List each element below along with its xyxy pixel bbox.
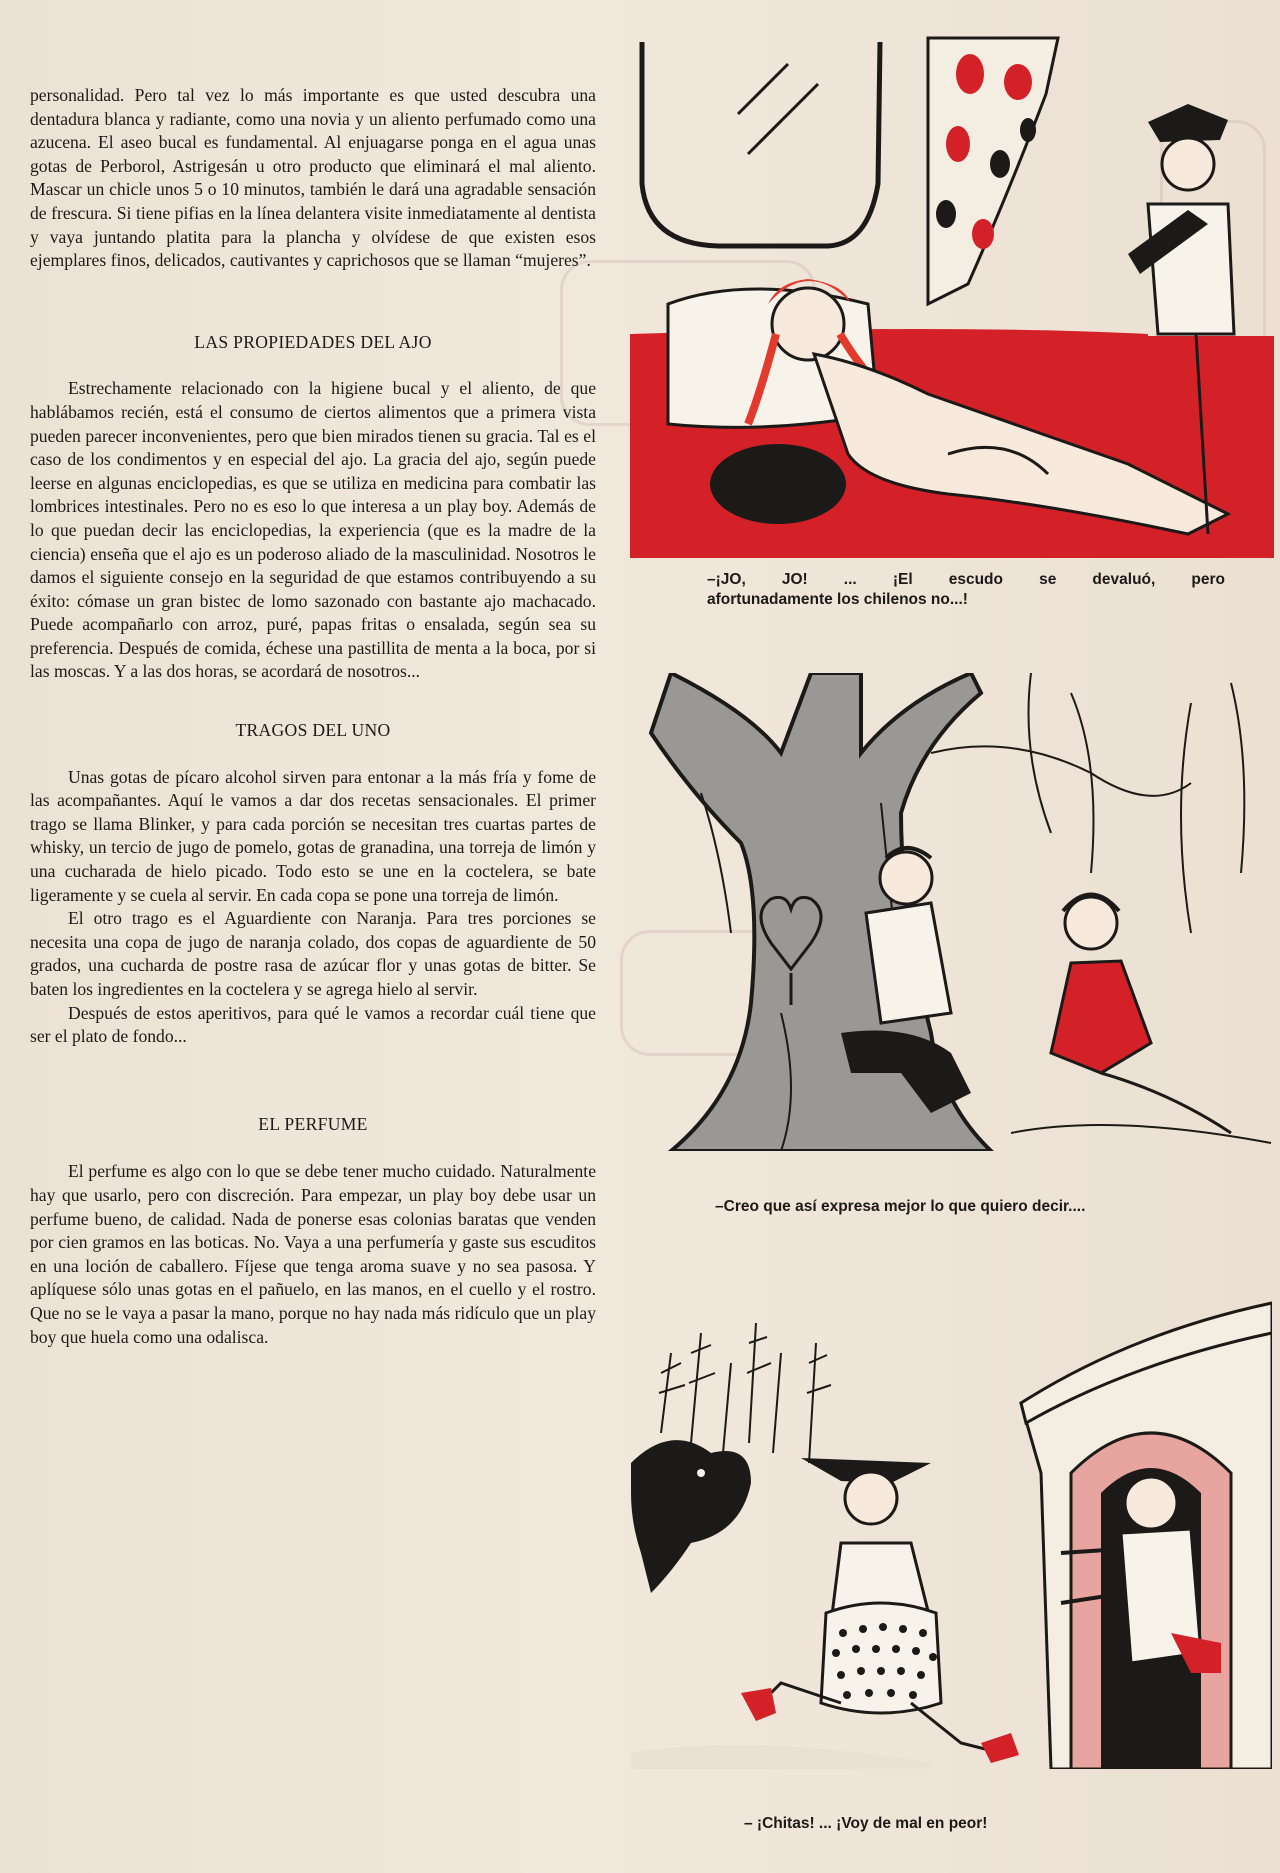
bare-trees — [1029, 673, 1245, 933]
woman-head — [772, 288, 844, 360]
woman-dress — [1051, 961, 1151, 1073]
red-shoe — [981, 1733, 1019, 1763]
chef-hat — [1148, 104, 1228, 142]
man-head — [1162, 138, 1214, 190]
section-heading-ajo: LAS PROPIEDADES DEL AJO — [194, 331, 432, 352]
article-column — [30, 84, 596, 1349]
cartoon-tree-illustration — [631, 673, 1272, 1151]
black-bag — [710, 444, 846, 524]
intro-paragraph: personalidad. Pero tal vez lo más importante es que usted descubra una dentadura blanca y radiante, como una novia y un aliento perfumado como una azucena. El aseo bucal es fundamental. Al enjuagarse ponga en el agua unas gotas de Perborol, Astrigesán u otro producto que eliminará el mal aliento. Mascar un chicle unos 5 o 10 minutos, también le dará una agradable sensación de frescura. Si tiene pifias en la línea delantera visite inmediatamente al dentista y vaya juntando platita para la plancha y olvídese de que existen esos ejemplares finos, delicados, cautivantes y caprichosos que se llaman “mujeres”. — [30, 85, 596, 271]
man-shirt — [866, 903, 951, 1023]
cartoon-wolf-house-illustration — [631, 1293, 1272, 1769]
man-head — [880, 852, 932, 904]
perfume-paragraph: El perfume es algo con lo que se debe tener mucho cuidado. Naturalmente hay que usarlo, pero con discreción. Para empezar, un play boy debe usar un perfume bueno, de calidad. Nada de ponerse esas colonias baratas que venden por cien gramos en las boticas. No. Vaya a una perfumería y gaste sus escuditos en una loción de caballero. Fíjese que tenga aroma suave y no sea pasosa. Y aplíquese sólo unas gotas en el pañuelo, en las manos, en el cuello y el rostro. Que no se le vaya a pasar la mano, porque no hay nada más ridículo que un play boy que huela como una odalisca. — [30, 1161, 596, 1347]
ajo-paragraph: Estrechamente relacionado con la higiene bucal y el aliento, de que hablábamos recién, está el consumo de ciertos alimentos que a primera vista pueden parecer inconvenientes, pero que bien mirados tienen su gracia. Tal es el caso de los condimentos y en especial del ajo. La gracia del ajo, según puede leerse en algunas enciclopedias, es que se utiliza en medicina para combatir las lombrices intestinales. Pero no es eso lo que interesa a un play boy. Además de lo que puedan decir las enciclopedias, la experiencia (que es la madre de la ciencia) enseña que el ajo es un poderoso aliado de la masculinidad. Nosotros le damos el siguiente consejo en la seguridad de que estamos contribuyendo a su éxito: cómase un gran bistec de lomo sazonado con bastante ajo machacado. Puede acompañarlo con arroz, puré, papas fritas o ensalada, según sea su preferencia. Después de comida, échese una pastillita de menta a la boca, por si las moscas. Y a las dos horas, se acordará de nosotros... — [30, 378, 596, 682]
cartoon-bedroom-illustration — [628, 34, 1274, 558]
cartoon-tree — [631, 673, 1272, 1151]
tragos-paragraph: Unas gotas de pícaro alcohol sirven para entonar a la más fría y fome de las acompañantes. Aquí le vamos a dar dos recetas sensacionales. El primer trago se llama Blinker, y para cada porción se necesitan tres cuartas partes de whisky, un tercio de jugo de pomelo, gotas de granadina, una torreja de limón y una cucharada de hielo picado. Todo esto se une en la coctelera, se bate ligeramente y se cuela al servir. En cada copa se pone una torreja de limón. — [30, 766, 596, 905]
cartoon-bedroom — [628, 34, 1274, 558]
red-shoe — [741, 1688, 776, 1721]
cartoon-3-caption: – ¡Chitas! ... ¡Voy de mal en peor! — [744, 1815, 988, 1832]
girl-dotted-skirt — [821, 1603, 941, 1713]
girl-head — [845, 1472, 897, 1524]
section-heading-perfume: EL PERFUME — [258, 1113, 368, 1134]
wolf — [631, 1440, 751, 1593]
section-heading-tragos: TRAGOS DEL UNO — [235, 720, 391, 741]
cartoon-1-caption: –¡JO, JO! ... ¡El escudo se devaluó, pero afortunadamente los chilenos no...! — [707, 571, 1225, 608]
cartoon-2-caption: –Creo que así expresa mejor lo que quiero decir.... — [715, 1198, 1086, 1215]
cartoon-wolf-house — [631, 1293, 1272, 1769]
tragos-paragraph: El otro trago es el Aguardiente con Naranja. Para tres porciones se necesita una copa de jugo de naranja colado, dos copas de aguardiente de 50 grados, una cucharda de postre rasa de azúcar flor y unas gotas de bitter. Se baten los ingredientes en la coctelera y se agrega hielo al servir. — [30, 908, 596, 999]
man-head — [1125, 1477, 1177, 1529]
woman-head — [1065, 897, 1117, 949]
tragos-paragraph: Después de estos aperitivos, para qué le vamos a recordar cuál tiene que ser el plato de fondo... — [30, 1002, 596, 1047]
mirror-frame — [642, 42, 880, 246]
